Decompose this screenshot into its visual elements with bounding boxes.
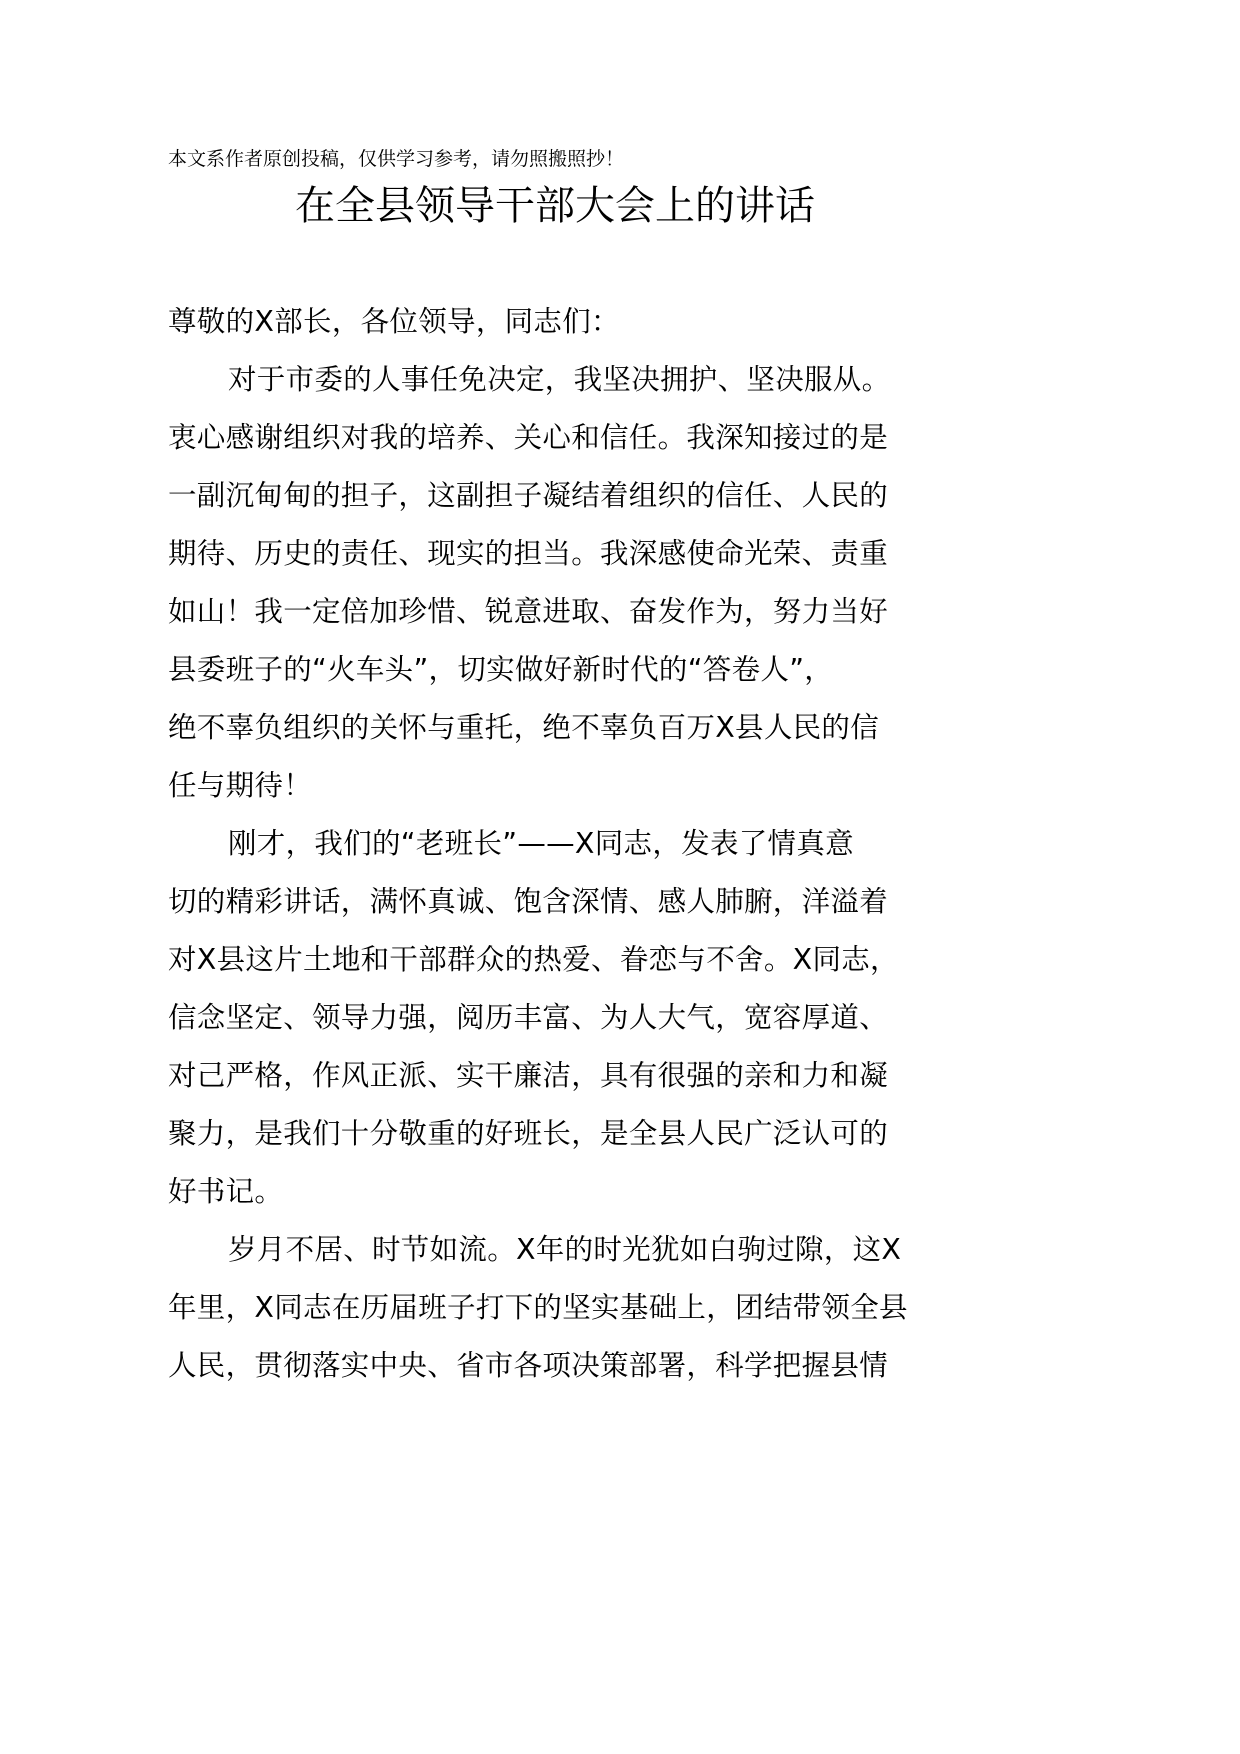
paragraph-line: 衷心感谢组织对我的培养、关心和信任。我深知接过的是 xyxy=(168,421,889,454)
page-title: 在全县领导干部大会上的讲话 xyxy=(295,183,815,229)
paragraph-line: 对X县这片土地和干部群众的热爱、眷恋与不舍。X同志， xyxy=(168,943,899,976)
paragraph-line: 如山！我一定倍加珍惜、锐意进取、奋发作为，努力当好 xyxy=(168,595,889,628)
paragraph-line: 任与期待！ xyxy=(168,769,313,802)
salutation-line: 尊敬的X部长，各位领导，同志们： xyxy=(168,305,620,338)
paragraph-line: 一副沉甸甸的担子，这副担子凝结着组织的信任、人民的 xyxy=(168,479,889,512)
paragraph-line: 绝不辜负组织的关怀与重托，绝不辜负百万X县人民的信 xyxy=(168,711,880,744)
paragraph-line: 对己严格，作风正派、实干廉洁，具有很强的亲和力和凝 xyxy=(168,1059,889,1092)
paragraph-line: 好书记。 xyxy=(168,1175,284,1208)
paragraph-line: 年里，X同志在历届班子打下的坚实基础上，团结带领全县 xyxy=(168,1291,908,1324)
paragraph-line: 县委班子的“火车头”，切实做好新时代的“答卷人”， xyxy=(168,653,834,686)
paragraph-line: 人民，贯彻落实中央、省市各项决策部署，科学把握县情 xyxy=(168,1349,889,1382)
copyright-notice: 本文系作者原创投稿，仅供学习参考，请勿照搬照抄！ xyxy=(168,148,625,170)
paragraph-line: 期待、历史的责任、现实的担当。我深感使命光荣、责重 xyxy=(168,537,889,570)
paragraph-line: 聚力，是我们十分敬重的好班长，是全县人民广泛认可的 xyxy=(168,1117,889,1150)
paragraph-line: 刚才，我们的“老班长”——X同志，发表了情真意 xyxy=(228,827,854,860)
paragraph-line: 切的精彩讲话，满怀真诚、饱含深情、感人肺腑，洋溢着 xyxy=(168,885,889,918)
paragraph-line: 信念坚定、领导力强，阅历丰富、为人大气，宽容厚道、 xyxy=(168,1001,889,1034)
paragraph-line: 岁月不居、时节如流。X年的时光犹如白驹过隙，这X xyxy=(228,1233,902,1266)
paragraph-line: 对于市委的人事任免决定，我坚决拥护、坚决服从。 xyxy=(228,363,891,396)
